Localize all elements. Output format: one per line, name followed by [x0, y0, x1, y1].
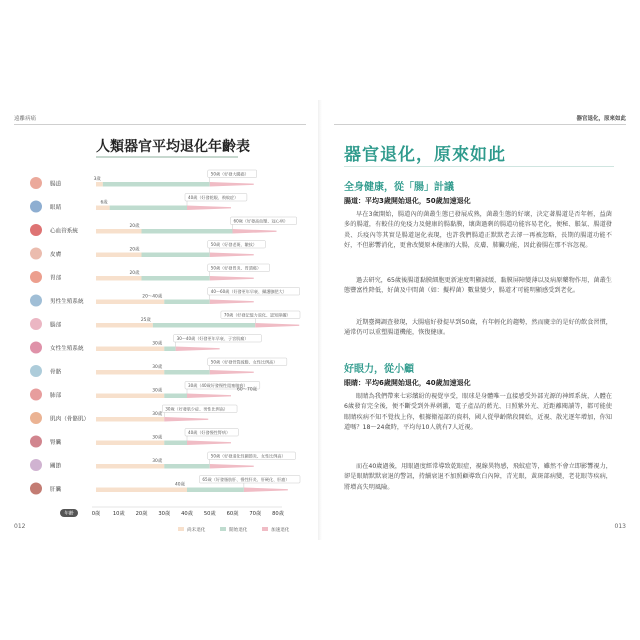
bar-accelerated [255, 323, 299, 328]
onset-label: 20歲 [129, 224, 140, 229]
bar-accelerated [164, 417, 208, 422]
bar-onset [142, 276, 210, 281]
chart-title: 人類器官平均退化年齡表 [96, 139, 250, 155]
bar-onset [110, 206, 187, 211]
accel-label: 30歲（好發肌少症、男性比例高） [165, 406, 228, 412]
stomach-icon [30, 271, 42, 283]
left-page [0, 100, 320, 540]
brain-icon [30, 318, 42, 330]
legend-swatch [220, 527, 226, 531]
bar-accelerated [210, 253, 254, 258]
section-1-paragraph-1: 早在3歲開始，腸道內的菌叢生態已發展成熟，菌叢生態的好壞，決定著腸道是否年輕，益菌多的腸道，有較佳的免疫力及健康的腸黏膜，壞菌過剩的腸道功能容易老化，便秘、脹氣、腸道發炎、兵疫內等其實是腸道退化表現，也許我們腸道正默默老去卻一再被忽略，長期的腸道功能不好，不但影響消化，更會改變原本健康的大腸，皮膚、肺臟功能，因此養腸在那不容忽視。 [344, 211, 612, 250]
x-tick-label: 10歲 [112, 511, 125, 517]
accel-label: 65歲（好發脂肪肝、慢性肝炎、肝硬化、肝癌） [202, 476, 290, 482]
legend-swatch [178, 527, 184, 531]
right-page-number: 013 [614, 523, 626, 530]
bar-accelerated [210, 276, 254, 281]
skin-icon [30, 248, 42, 260]
accel-label: 50歲（好發胃炎、胃潰瘍） [210, 265, 261, 271]
bar-accelerated [210, 182, 254, 187]
x-tick-label: 50歲 [203, 511, 216, 517]
left-page-number: 012 [14, 523, 26, 530]
category-label: 胃部 [50, 275, 62, 282]
liver-icon [30, 483, 42, 495]
bar-onset [164, 464, 210, 469]
bar-onset [164, 394, 187, 399]
category-label: 女性生殖系統 [50, 346, 84, 352]
category-label: 腦部 [50, 322, 62, 329]
bar-not-aging [96, 253, 142, 258]
bar-accelerated [176, 347, 220, 352]
bar-accelerated [210, 300, 254, 305]
bar-onset [164, 370, 210, 375]
bar-not-aging [96, 182, 103, 187]
bar-onset [164, 347, 175, 352]
category-label: 肝臟 [50, 487, 62, 493]
onset-label: 25歲 [140, 318, 151, 323]
accel-label: 30歲（40歲好發慢性阻塞肺病） [188, 382, 248, 388]
bar-accelerated [210, 370, 254, 375]
accel-label: 50歲（好發骨質疏鬆、女性比例高） [210, 359, 278, 365]
accel-label: 50歲（好發老斑、皺紋） [210, 241, 257, 247]
bar-not-aging [96, 276, 142, 281]
extra-age-label: 60～70歲 [237, 387, 258, 393]
right-header-rule [334, 124, 626, 125]
accel-label: 50歲（好發大腸癌） [210, 171, 249, 177]
onset-label: 40歲 [175, 482, 185, 488]
left-running-head: 遠離病痛 [14, 116, 37, 122]
joint-icon [30, 459, 42, 471]
section-1-paragraph-3: 近期臺灣調查發現，大腸癌好發提早到50歲，有年輕化的趨勢，然而慶幸的是好的飲食習慣，通常仍可以重塑腸道機能，恢復健康。 [344, 319, 612, 337]
bar-not-aging [96, 488, 187, 493]
bone-icon [30, 365, 42, 377]
legend-label: 尚未退化 [187, 528, 206, 533]
bar-not-aging [96, 441, 164, 446]
bar-not-aging [96, 394, 164, 399]
onset-label: 6歲 [100, 200, 108, 206]
bar-accelerated [210, 464, 254, 469]
x-tick-label: 80歲 [272, 511, 284, 517]
accel-label: 70歲（好發記憶力退化、認知障礙） [223, 312, 291, 318]
bar-not-aging [96, 370, 164, 375]
section-2-paragraph-1: 眼睛為我們帶來七彩繽紛的視覺享受，眼球是身體唯一直接感受外部光源的神經系統，人體在6歲發育完全後，便不斷受到外界刺激，電子產品的藍光、日照紫外光、近距離閱讀等，都可能使眼睛疾病不知不覺找上你，根據衛福部的資料，國人從學齡階段開始，近視、散光逐年增加，你知道嗎？18～24歲時，平均每10人就有7人近視。 [344, 393, 612, 432]
book-gutter-shadow [318, 100, 322, 540]
article-title-rule [344, 166, 614, 167]
onset-label: 30歲 [152, 459, 163, 464]
bar-not-aging [96, 417, 164, 422]
x-tick-label: 40歲 [181, 511, 193, 517]
onset-label: 30歲 [152, 365, 163, 370]
bar-accelerated [244, 488, 288, 493]
bar-onset [164, 441, 187, 446]
legend-label: 加速退化 [271, 528, 290, 533]
onset-label: 30歲 [152, 435, 163, 441]
right-running-head: 器官退化，原來如此 [576, 116, 626, 122]
accel-label: 50歲（好發退化性關節炎、女性比例高） [210, 453, 286, 459]
intestine-icon [30, 177, 42, 189]
category-label: 皮膚 [50, 252, 62, 258]
category-label: 肺部 [50, 393, 62, 399]
bar-onset [153, 323, 255, 328]
bar-onset [142, 253, 210, 258]
onset-label: 20～40歲 [142, 294, 163, 300]
bar-not-aging [96, 229, 142, 234]
section-1-heading: 全身健康，從「腸」計議 [344, 182, 454, 193]
category-label: 關節 [50, 463, 62, 470]
bar-accelerated [233, 229, 277, 234]
bar-not-aging [96, 323, 153, 328]
lung-icon [30, 389, 42, 401]
x-tick-label: 30歲 [158, 511, 171, 517]
x-tick-label: 70歲 [249, 511, 262, 517]
category-label: 腎臟 [50, 440, 62, 446]
accel-label: 40歲（好發慢性腎病） [188, 429, 231, 435]
bar-not-aging [96, 206, 110, 211]
bar-not-aging [96, 347, 164, 352]
category-label: 骨骼 [50, 369, 62, 376]
onset-label: 30歲 [152, 388, 163, 394]
muscle-icon [30, 412, 42, 424]
bar-onset [187, 488, 244, 493]
bar-accelerated [187, 394, 231, 399]
accel-label: 30～40歲（好發更年早衰、子宮肌瘤） [176, 335, 249, 341]
female-reproductive-icon [30, 342, 42, 354]
category-label: 男性生殖系統 [50, 299, 84, 305]
section-1-subheading: 腸道：平均3歲開始退化，50歲加速退化 [344, 197, 471, 205]
onset-label: 20歲 [129, 271, 140, 276]
accel-label: 60歲（好發高血壓、冠心病） [233, 218, 288, 224]
section-2-heading: 好眼力，從小顧 [344, 364, 414, 375]
category-label: 心血管系統 [50, 228, 78, 235]
category-label: 眼睛 [50, 205, 62, 211]
organ-aging-chart [0, 100, 320, 540]
x-tick-label: 20歲 [135, 511, 148, 517]
onset-label: 20歲 [129, 247, 140, 253]
bar-accelerated [187, 441, 231, 446]
bar-onset [103, 182, 210, 187]
x-tick-label: 60歲 [226, 511, 239, 517]
male-reproductive-icon [30, 295, 42, 307]
bar-accelerated [187, 206, 231, 211]
category-label: 肌肉（骨骼肌） [50, 416, 90, 423]
category-label: 腸道 [50, 181, 62, 188]
right-page [320, 100, 640, 540]
accel-label: 40～60歲（好發更年早衰、攝護腺肥大） [210, 288, 287, 294]
legend-label: 開始退化 [229, 528, 248, 533]
eye-icon [30, 201, 42, 213]
kidney-icon [30, 436, 42, 448]
x-tick-label: 0歲 [91, 511, 101, 517]
x-axis-title: 年齡 [64, 511, 74, 517]
onset-label: 30歲 [152, 341, 163, 347]
accel-label: 40歲（好發乾眼、飛蚊症） [188, 194, 239, 200]
bar-not-aging [96, 300, 164, 305]
section-2-paragraph-2: 而在40歲過後，用眼過度經常導致乾眼症，視線異物感，飛蚊症等，雖然不會立即影響視力，卻是眼睛默默衰退的警訊，持續衰退不加照顧導致白內障，青光眼，黃斑部病變，老花眼等疾病，將增高失明風險。 [344, 463, 612, 491]
section-2-subheading: 眼睛：平均6歲開始退化，40歲加速退化 [344, 379, 471, 387]
section-1-paragraph-2: 過去研究，65歲後腸道黏膜細胞更新速度明顯減緩，黏膜屏障變薄以及病原藥物作用，菌叢生態豐富性降低，好菌及中間菌（如：擬桿菌）數量變少，腸道才可能明顯感受到老化。 [344, 277, 612, 295]
bar-onset [164, 300, 210, 305]
onset-label: 3歲 [93, 177, 101, 182]
bar-onset [142, 229, 233, 234]
legend-swatch [262, 527, 268, 531]
onset-label: 30歲 [152, 412, 163, 417]
bar-not-aging [96, 464, 164, 469]
article-title: 器官退化，原來如此 [344, 145, 506, 165]
heart-icon [30, 224, 42, 236]
